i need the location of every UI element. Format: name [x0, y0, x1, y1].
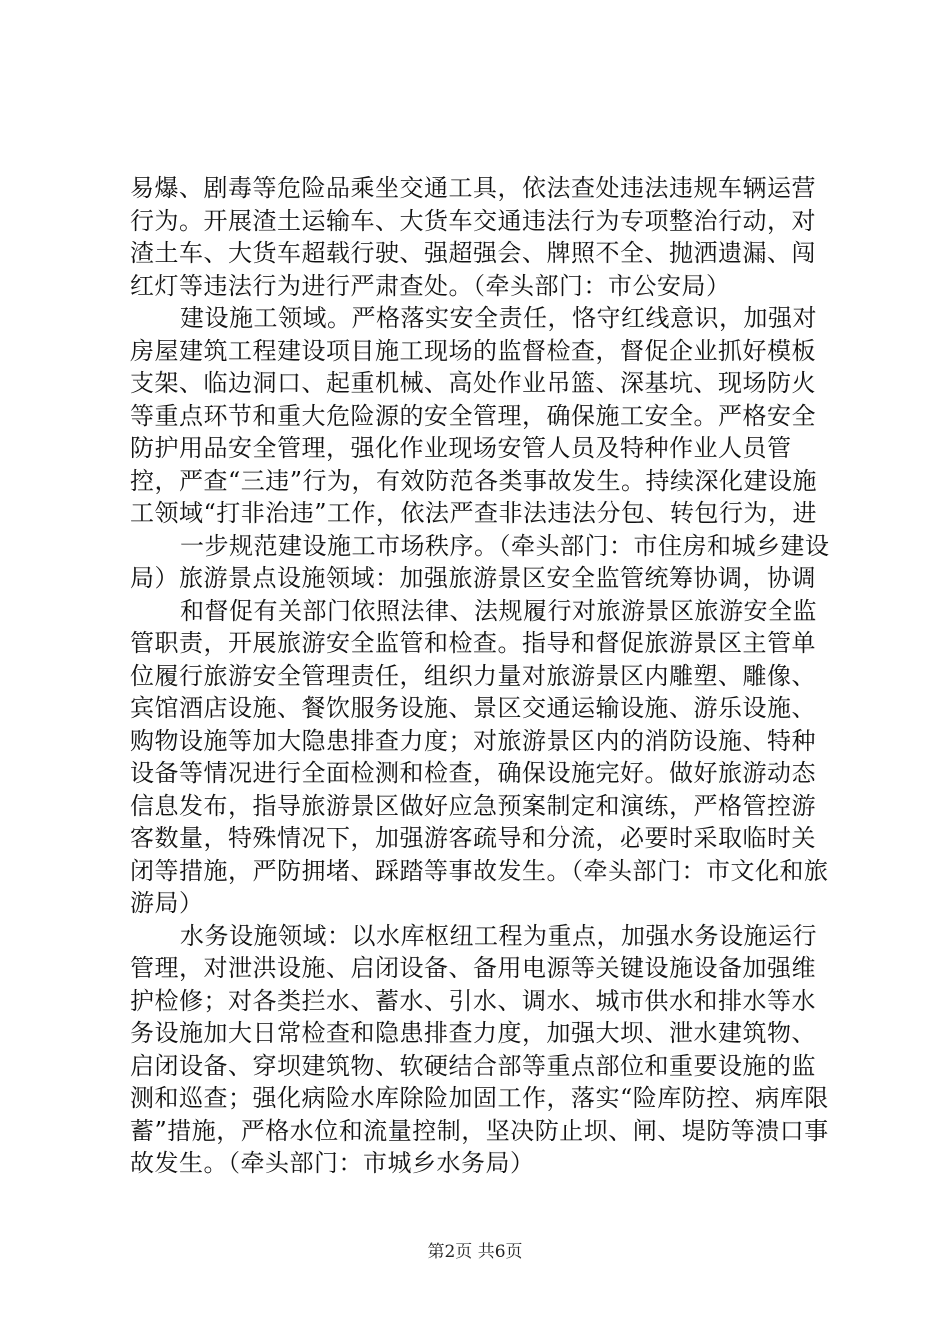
paragraph-5: 水务设施领域：以水库枢纽工程为重点，加强水务设施运行管理，对泄洪设施、启闭设备、备用电源等关键设施设备加强维护检修；对各类拦水、蓄水、引水、调水、城市供水和排水等水务设施加大日常检查和隐患排查力度，加强大坝、泄水建筑物、启闭设备、穿坝建筑物、软硬结合部等重点部位和重要设施的监测和巡查；强化病险水库除险加固工作，落实“险库防控、病库限蓄”措施，严格水位和流量控制，坚决防止坝、闸、堤防等溃口事故发生。（牵头部门：市城乡水务局）	[130, 921, 829, 1177]
document-body	[130, 172, 830, 1180]
paragraph-2: 建设施工领域。严格落实安全责任，恪守红线意识，加强对房屋建筑工程建设项目施工现场的监督检查，督促企业抓好模板支架、临边洞口、起重机械、高处作业吊篮、深基坑、现场防火等重点环节和重大危险源的安全管理，确保施工安全。严格安全防护用品安全管理，强化作业现场安管人员及特种作业人员管控，严查“三违”行为，有效防范各类事故发生。持续深化建设施工领域“打非治违”工作，依法严查非法违法分包、转包行为，进	[130, 304, 818, 527]
paragraph-3: 一步规范建设施工市场秩序。（牵头部门：市住房和城乡建设局）旅游景点设施领域：加强旅游景区安全监管统筹协调，协调	[130, 531, 830, 592]
paragraph-4: 和督促有关部门依照法律、法规履行对旅游景区旅游安全监管职责，开展旅游安全监管和检查。指导和督促旅游景区主管单位履行旅游安全管理责任，组织力量对旅游景区内雕塑、雕像、宾馆酒店设施、餐饮服务设施、景区交通运输设施、游乐设施、购物设施等加大隐患排查力度；对旅游景区内的消防设施、特种设备等情况进行全面检测和检查，确保设施完好。做好旅游动态信息发布，指导旅游景区做好应急预案制定和演练，严格管控游客数量，特殊情况下，加强游客疏导和分流，必要时采取临时关闭等措施，严防拥堵、踩踏等事故发生。（牵头部门：市文化和旅游局）	[130, 596, 829, 917]
paragraph-1: 易爆、剧毒等危险品乘坐交通工具，依法查处违法违规车辆运营行为。开展渣土运输车、大货车交通违法行为专项整治行动，对渣土车、大货车超载行驶、强超强会、牌照不全、抛洒遗漏、闯红灯等违法行为进行严肃查处。（牵头部门：市公安局）	[130, 174, 816, 300]
page-footer: 第2页 共6页	[427, 1242, 523, 1262]
